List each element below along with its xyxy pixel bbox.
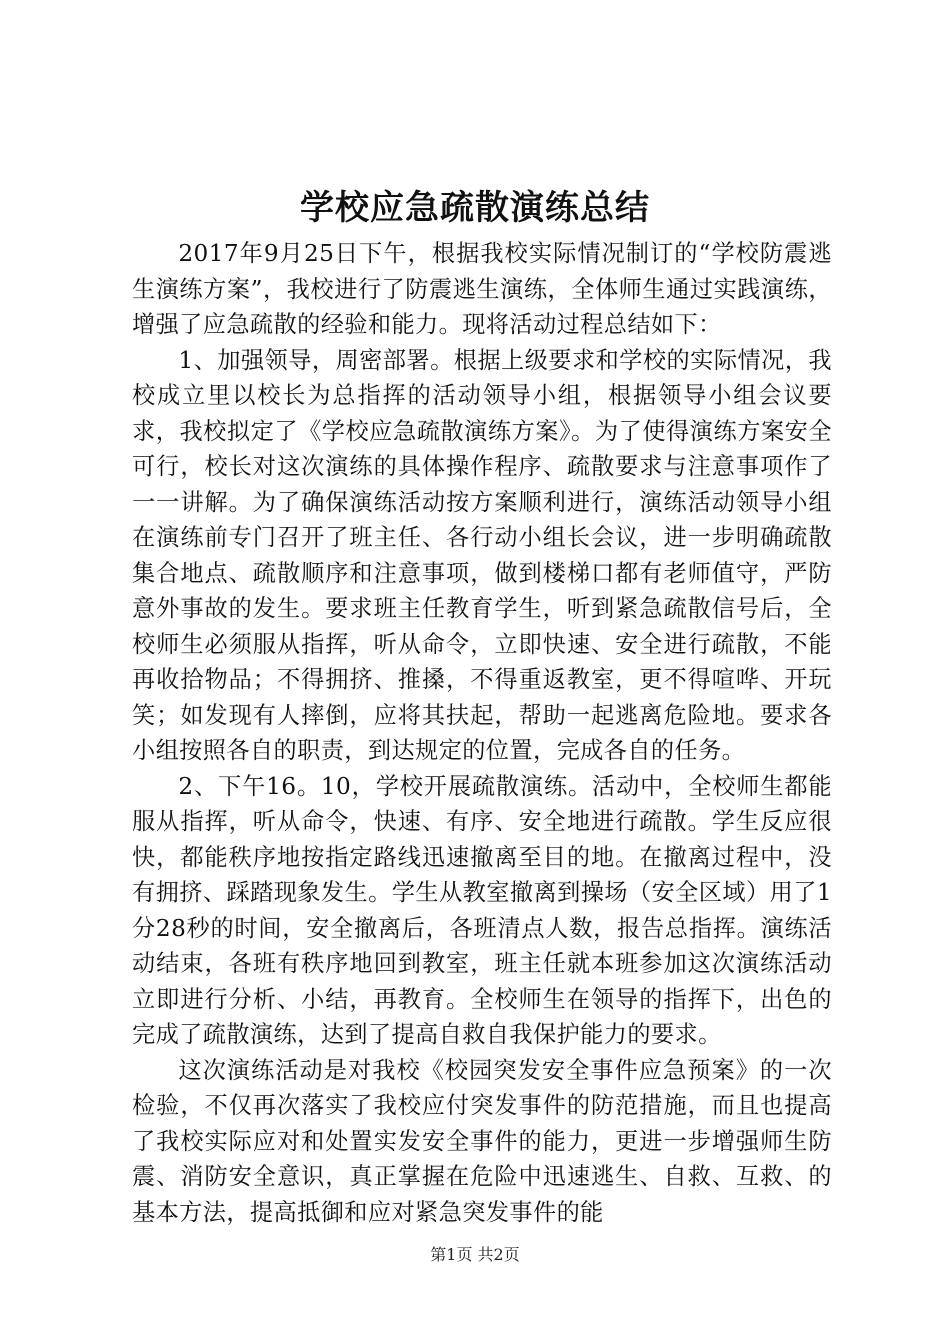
- paragraph-drill: 2、下午16。10，学校开展疏散演练。活动中，全校师生都能服从指挥，听从命令，快速、有序、安全地进行疏散。学生反应很快，都能秩序地按指定路线迅速撤离至目的地。在撤离过程中，没有拥挤、踩踏现象发生。学生从教室撤离到操场（安全区域）用了1分28秒的时间，安全撤离后，各班清点人数，报告总指挥。演练活动结束，各班有秩序地回到教室，班主任就本班参加这次演练活动立即进行分析、小结，再教育。全校师生在领导的指挥下，出色的完成了疏散演练，达到了提高自救自我保护能力的要求。: [132, 772, 832, 1048]
- page-footer: 第1页 共2页: [430, 1245, 520, 1264]
- document-title: 学校应急疏散演练总结: [300, 188, 650, 228]
- document-body: [132, 236, 832, 1230]
- paragraph-intro: 2017年9月25日下午，根据我校实际情况制订的“学校防震逃生演练方案”，我校进行了防震逃生演练，全体师生通过实践演练，增强了应急疏散的经验和能力。现将活动过程总结如下：: [132, 240, 832, 338]
- paragraph-conclusion: 这次演练活动是对我校《校园突发安全事件应急预案》的一次检验，不仅再次落实了我校应付突发事件的防范措施，而且也提高了我校实际应对和处置实发安全事件的能力，更进一步增强师生防震、消防安全意识，真正掌握在危险中迅速逃生、自救、互救、的基本方法，提高抵御和应对紧急突发事件的能: [132, 1056, 832, 1226]
- paragraph-leadership: 1、加强领导，周密部署。根据上级要求和学校的实际情况，我校成立里以校长为总指挥的活动领导小组，根据领导小组会议要求，我校拟定了《学校应急疏散演练方案》。为了使得演练方案安全可行，校长对这次演练的具体操作程序、疏散要求与注意事项作了一一讲解。为了确保演练活动按方案顺利进行，演练活动领导小组在演练前专门召开了班主任、各行动小组长会议，进一步明确疏散集合地点、疏散顺序和注意事项，做到楼梯口都有老师值守，严防意外事故的发生。要求班主任教育学生，听到紧急疏散信号后，全校师生必须服从指挥，听从命令，立即快速、安全进行疏散，不能再收拾物品；不得拥挤、推搡，不得重返教室，更不得喧哗、开玩笑；如发现有人摔倒，应将其扶起，帮助一起逃离危险地。要求各小组按照各自的职责，到达规定的位置，完成各自的任务。: [132, 346, 832, 764]
